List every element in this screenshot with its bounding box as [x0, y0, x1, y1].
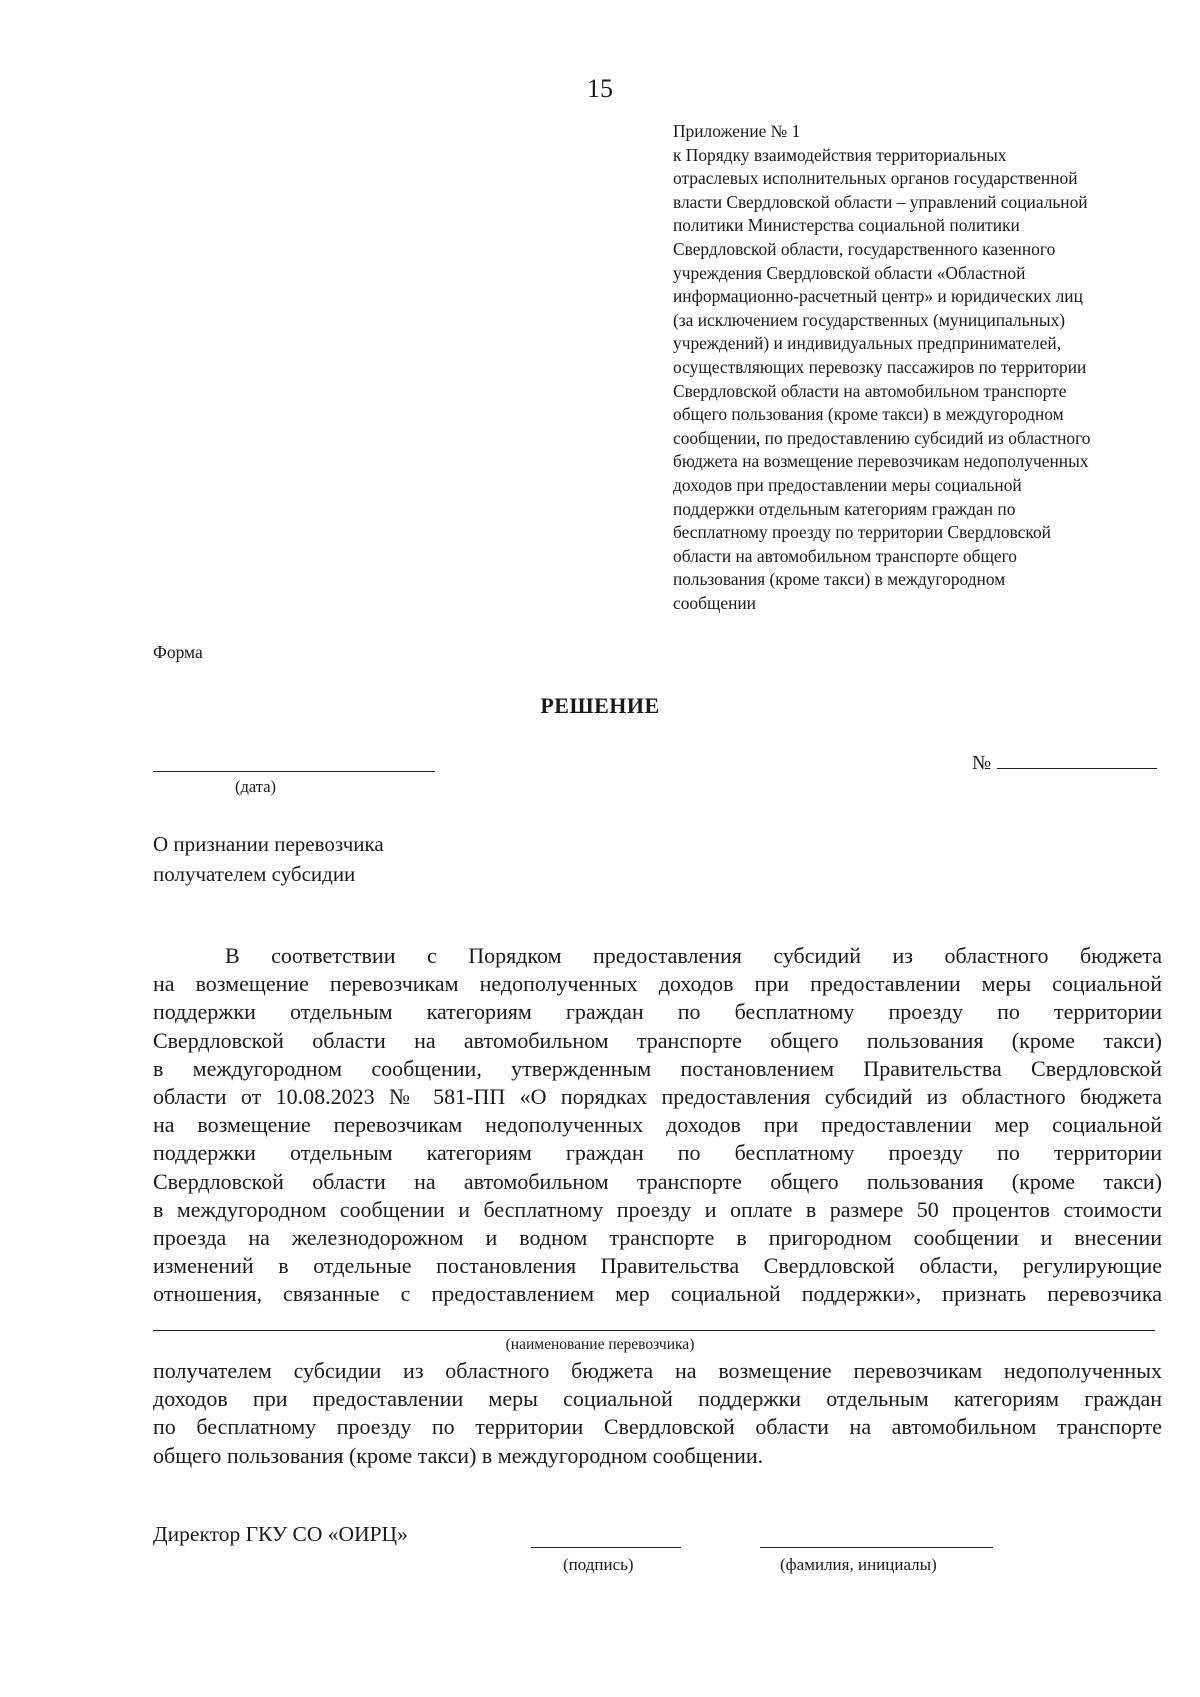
page-number: 15	[587, 74, 613, 103]
appendix-line: бюджета на возмещение перевозчикам недополученных	[673, 451, 1089, 472]
appendix-line: информационно-расчетный центр» и юридических лиц	[673, 286, 1083, 307]
appendix-line: бесплатному проезду по территории Свердловской	[673, 522, 1051, 543]
body-line: общего пользования (кроме такси) в междугородном сообщении.	[153, 1442, 764, 1468]
name-line	[760, 1547, 993, 1548]
director-title: Директор ГКУ СО «ОИРЦ»	[153, 1522, 408, 1546]
body-line: изменений в отдельные постановления Правительства Свердловской области, регулирующие	[153, 1253, 1162, 1279]
body-line: получателем субсидии из областного бюджета на возмещение перевозчикам недополученных	[153, 1358, 1162, 1383]
body-line: на возмещение перевозчикам недополученных доходов при предоставлении мер социальной	[153, 1112, 1162, 1138]
date-field-line	[153, 771, 435, 772]
appendix-line: общего пользования (кроме такси) в междугородном	[673, 404, 1064, 425]
appendix-line: (за исключением государственных (муниципальных)	[673, 309, 1066, 330]
appendix-line: доходов при предоставлении меры социальной	[673, 474, 1022, 495]
number-field-line	[997, 750, 1157, 769]
carrier-name-line	[153, 1330, 1155, 1331]
carrier-caption: (наименование перевозчика)	[505, 1336, 695, 1353]
body-line: проезда на железнодорожном и водном транспорте в пригородном сообщении и внесении	[153, 1225, 1162, 1251]
signature-line	[531, 1547, 681, 1548]
body-line: по бесплатному проезду по территории Свердловской области на автомобильном транспорте	[153, 1414, 1162, 1440]
appendix-line: отраслевых исполнительных органов государственной	[673, 168, 1078, 189]
body-line: доходов при предоставлении меры социальной поддержки отдельным категориям граждан	[153, 1386, 1162, 1412]
appendix-line: учреждений) и индивидуальных предпринимателей,	[673, 333, 1062, 354]
body-line: отношения, связанные с предоставлением мер социальной поддержки», признать перевозчика	[153, 1281, 1162, 1307]
body-line: области от 10.08.2023 № 581-ПП «О порядках предоставления субсидий из областного бюджета	[153, 1084, 1162, 1110]
subject-line: получателем субсидии	[153, 862, 356, 886]
appendix-line: власти Свердловской области – управлений социальной	[673, 191, 1088, 212]
appendix-line: учреждения Свердловской области «Областной	[673, 262, 1026, 283]
appendix-header	[673, 120, 1173, 615]
decision-body	[153, 942, 1162, 1309]
document-title: РЕШЕНИЕ	[540, 693, 660, 718]
subject-line: О признании перевозчика	[153, 832, 384, 856]
signature-caption: (подпись)	[563, 1555, 634, 1574]
name-caption: (фамилия, инициалы)	[780, 1555, 937, 1574]
appendix-line: сообщении	[673, 592, 756, 613]
number-field	[972, 750, 1157, 775]
form-label: Форма	[153, 642, 203, 662]
body-line: в междугородном сообщении и бесплатному проезду и оплате в размере 50 процентов стоимости	[153, 1196, 1162, 1222]
date-caption: (дата)	[235, 777, 277, 796]
body-line: в междугородном сообщении, утвержденным постановлением Правительства Свердловской	[153, 1055, 1162, 1081]
appendix-line: сообщении, по предоставлению субсидий из областного	[673, 427, 1091, 448]
appendix-line: к Порядку взаимодействия территориальных	[673, 144, 1007, 165]
number-label: №	[972, 752, 992, 774]
body-line: Свердловской области на автомобильном транспорте общего пользования (кроме такси)	[153, 1168, 1162, 1194]
body-line: поддержки отдельным категориям граждан по бесплатному проезду по территории	[153, 999, 1162, 1025]
appendix-line: области на автомобильном транспорте общего	[673, 545, 1018, 566]
decision-body-continued	[153, 1357, 1162, 1470]
appendix-line: поддержки отдельным категориям граждан по	[673, 498, 1016, 519]
body-line: поддержки отдельным категориям граждан по бесплатному проезду по территории	[153, 1140, 1162, 1166]
decision-subject	[153, 829, 384, 889]
appendix-line: Свердловской области на автомобильном транспорте	[673, 380, 1067, 401]
body-line: В соответствии с Порядком предоставления субсидий из областного бюджета	[225, 943, 1162, 968]
body-line: на возмещение перевозчикам недополученных доходов при предоставлении меры социальной	[153, 971, 1162, 997]
appendix-line: Приложение № 1	[673, 121, 801, 141]
appendix-line: Свердловской области, государственного казенного	[673, 238, 1056, 259]
body-line: Свердловской области на автомобильном транспорте общего пользования (кроме такси)	[153, 1027, 1162, 1053]
appendix-line: осуществляющих перевозку пассажиров по территории	[673, 356, 1087, 377]
appendix-line: пользования (кроме такси) в междугородном	[673, 569, 1006, 590]
appendix-line: политики Министерства социальной политики	[673, 215, 1020, 236]
